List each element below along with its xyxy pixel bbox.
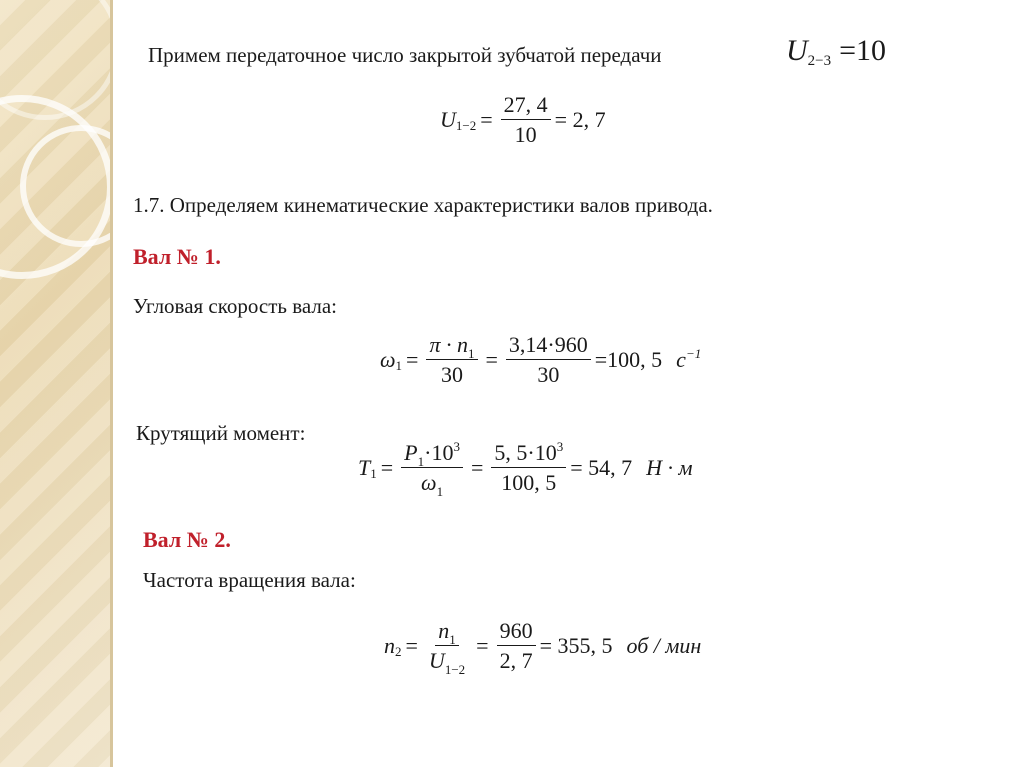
equals-sign: = [470, 454, 484, 480]
section-heading: 1.7. Определяем кинематические характеристики валов привода. [133, 193, 713, 217]
freq-fraction-1 [426, 618, 468, 678]
omega-fraction-1 [426, 332, 477, 388]
torque-f2-numerator: 5, $5\cdot 10^3$ [491, 440, 566, 468]
torque-formula [358, 439, 693, 500]
u12-denominator: 10 [514, 122, 537, 148]
omega-f2-denominator: 30 [537, 362, 560, 388]
u12-numerator: 27, 4 [501, 92, 551, 120]
shaft1-speed-label: Угловая скорость вала: [133, 294, 338, 318]
u23-formula [786, 34, 886, 68]
freq-subscript: 2 [395, 643, 402, 659]
freq-f2-numerator: 960 [497, 618, 536, 646]
equals-sign: = [476, 632, 489, 658]
shaft2-freq-label: Частота вращения вала: [143, 568, 356, 592]
freq-f2-denominator: 2, 7 [499, 648, 533, 674]
torque-unit: Н · м [646, 454, 693, 480]
shaft1-torque-label: Крутящий момент: [136, 421, 306, 445]
u12-symbol: U [440, 106, 456, 132]
omega-result: =100, 5 [594, 346, 663, 372]
shaft2-title: Вал № 2. [143, 527, 231, 552]
decorative-side-panel [0, 0, 110, 767]
freq-f1-numerator: $n_1$ [435, 618, 459, 646]
omega-unit: $c^{-1}$ [676, 345, 702, 372]
torque-fraction-1 [401, 439, 463, 500]
omega-fraction-2 [506, 332, 591, 388]
freq-f1-denominator: $U_{1-2}$ [428, 648, 466, 678]
omega-symbol: ω [380, 346, 396, 372]
side-panel-edge [110, 0, 113, 767]
torque-f2-denominator: 100, 5 [501, 470, 557, 496]
u12-result: = 2, 7 [554, 106, 606, 132]
torque-result: = 54, 7 [570, 454, 633, 480]
u12-subscript: 1−2 [455, 117, 477, 133]
omega-f1-denominator: 30 [440, 362, 463, 388]
torque-fraction-2 [491, 440, 566, 496]
equals-sign: = [480, 106, 493, 132]
freq-fraction-2 [497, 618, 536, 674]
u23-symbol: U [786, 34, 808, 67]
equals-sign: = [485, 346, 498, 372]
intro-text: Примем передаточное число закрытой зубчатой передачи [148, 43, 662, 67]
omega-f1-numerator: $\pi \cdot n_1$ [426, 332, 477, 360]
freq-symbol: n [384, 632, 395, 658]
freq-unit: об / мин [626, 632, 702, 658]
torque-f1-denominator: $\omega_1$ [421, 470, 444, 500]
torque-f1-numerator: $P_1\cdot 10^3$ [401, 440, 463, 468]
u12-formula [440, 92, 606, 148]
torque-subscript: 1 [370, 465, 377, 481]
torque-symbol: T [358, 454, 371, 480]
u23-value: =10 [839, 34, 887, 67]
equals-sign: = [406, 346, 419, 372]
u23-subscript: 2−3 [807, 52, 832, 69]
equals-sign: = [380, 454, 394, 480]
u12-fraction [501, 92, 551, 148]
equals-sign: = [405, 632, 418, 658]
freq-result: = 355, 5 [539, 632, 613, 658]
omega-subscript: 1 [395, 357, 403, 373]
omega-f2-numerator: 3,14·960 [506, 332, 591, 360]
shaft1-title: Вал № 1. [133, 244, 221, 269]
omega-formula [380, 332, 701, 388]
freq-formula [384, 618, 702, 678]
